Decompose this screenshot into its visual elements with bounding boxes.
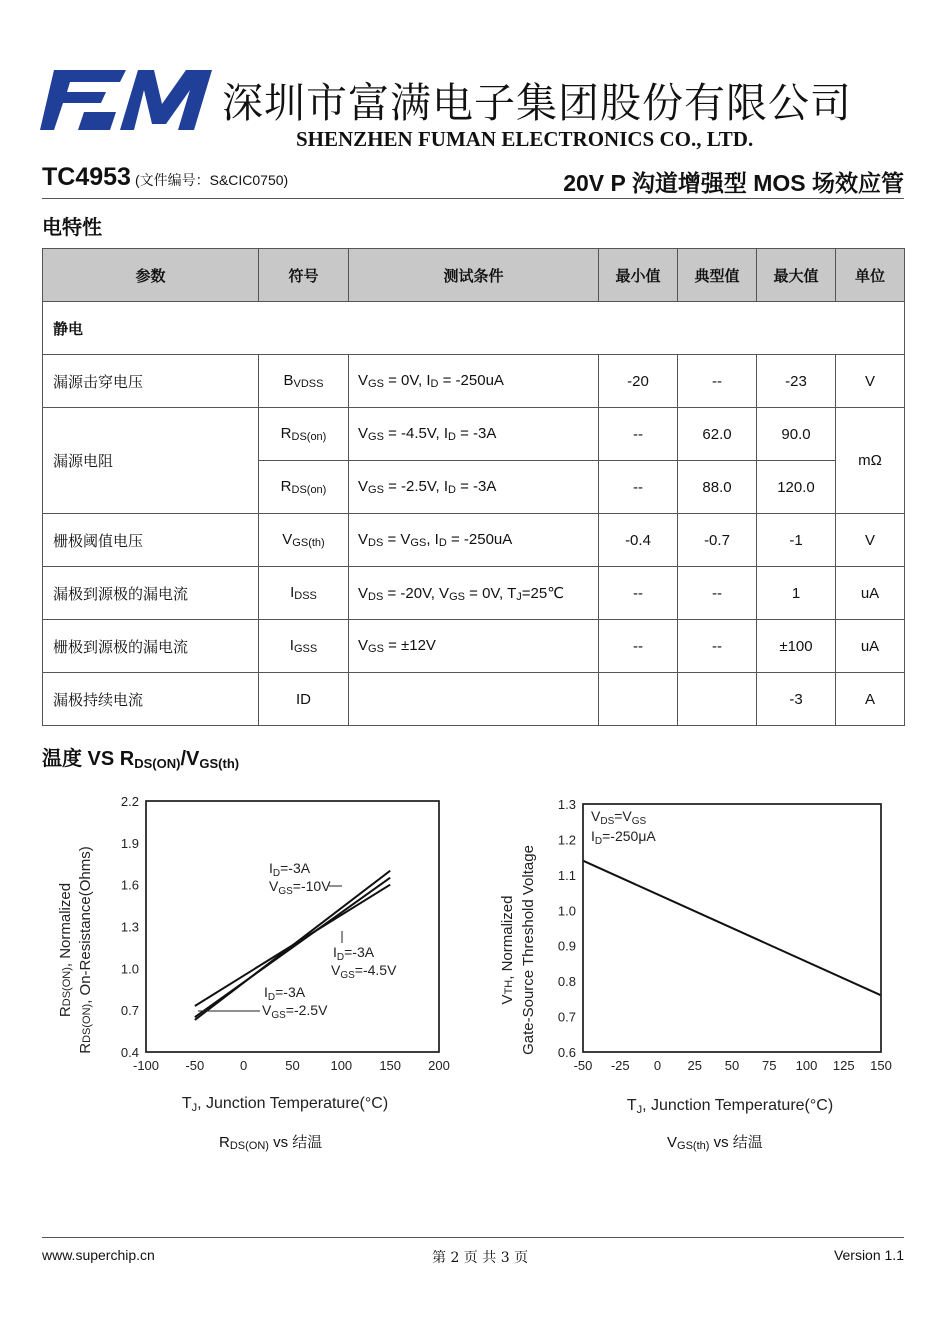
svg-text:ID=-250μA: $I_D=-250\mu A$	[591, 828, 656, 847]
company-name-cn: 深圳市富满电子集团股份有限公司	[222, 79, 852, 127]
y-axis-label-line2: RDS(ON), On-Resistance(Ohms)	[77, 846, 94, 1054]
symbol-cell: $V_{GS(th)}$	[259, 514, 349, 567]
chart-legend	[588, 806, 668, 848]
unit-cell: A	[836, 673, 905, 726]
y-tick-label: 0.4	[120, 1045, 139, 1060]
col-header-condition: 测试条件	[349, 249, 599, 302]
svg-text:VGS=-4.5V: $V_{GS}=-4.5V$	[331, 962, 397, 981]
col-header-typ: 典型值	[678, 249, 757, 302]
max-cell: 90.0	[757, 408, 836, 461]
y-tick-label: 0.7	[557, 1009, 576, 1025]
max-cell: ±100	[757, 620, 836, 673]
unit-cell: uA	[836, 620, 905, 673]
condition-cell: $V_{GS} = -4.5V$, $I_D = -3A$	[349, 408, 599, 461]
param-cell: 漏源击穿电压	[43, 355, 259, 408]
typ-cell: 62.0	[678, 408, 757, 461]
condition-cell: $V_{GS} = -2.5V$, $I_D = -3A$	[349, 461, 599, 514]
y-tick-label: 1.9	[120, 835, 139, 851]
table-row	[43, 567, 905, 620]
param-cell: 漏源电阻	[43, 408, 259, 514]
x-tick-label: 125	[832, 1058, 855, 1073]
x-tick-label: 100	[330, 1058, 353, 1073]
x-tick-label: -50	[185, 1058, 205, 1073]
param-cell: 漏极持续电流	[43, 673, 259, 726]
unit-cell: V	[836, 355, 905, 408]
y-tick-label: 0.9	[557, 938, 576, 954]
max-cell: -23	[757, 355, 836, 408]
unit-cell: uA	[836, 567, 905, 620]
svg-text:VGS=-10V: $V_{GS}=-10V$	[269, 878, 331, 897]
unit-cell: V	[836, 514, 905, 567]
x-axis-label: TJ, Junction Temperature(°C)	[181, 1095, 389, 1114]
table-group-row	[43, 302, 905, 355]
x-tick-label: 50	[285, 1058, 300, 1073]
symbol-cell: $I_{GSS}$	[259, 620, 349, 673]
svg-text:ID=-3A: $I_D=-3A$	[269, 860, 311, 879]
product-title: 20V P 沟道增强型 MOS 场效应管	[563, 170, 904, 196]
y-axis-label-line1: VTH, Normalized	[499, 895, 516, 1005]
y-axis-label-line2: Gate-Source Threshold Voltage	[520, 845, 537, 1055]
vgsth-vs-temperature-chart	[495, 790, 905, 1130]
table-header-row	[43, 249, 905, 302]
x-tick-label: 50	[724, 1058, 740, 1073]
y-tick-label: 1.1	[557, 867, 576, 883]
y-axis-label-line1: RDS(ON), Normalized	[57, 882, 74, 1018]
company-name-en: SHENZHEN FUMAN ELECTRONICS CO., LTD.	[296, 127, 754, 151]
condition-cell: $V_{DS} = V_{GS}$, $I_D = -250uA$	[349, 514, 599, 567]
condition-cell: $V_{GS} = \pm 12V$	[349, 620, 599, 673]
section-title-electrical: 电特性	[42, 217, 102, 239]
x-tick-label: 150	[379, 1058, 402, 1073]
x-tick-label: -25	[610, 1058, 630, 1073]
svg-text:ID=-3A: $I_D=-3A$	[333, 944, 375, 963]
condition-cell: $V_{DS} = -20V$, $V_{GS} = 0V$, $T_J=25℃$	[349, 567, 599, 620]
x-tick-label: 150	[870, 1058, 892, 1073]
header-divider	[42, 198, 904, 199]
svg-text:VDS=VGS: $V_{DS}=V_{GS}$	[591, 808, 647, 827]
x-tick-label: 25	[687, 1058, 702, 1073]
x-tick-label: 200	[428, 1058, 450, 1073]
typ-cell: --	[678, 620, 757, 673]
typ-cell: 88.0	[678, 461, 757, 514]
col-header-max: 最大值	[757, 249, 836, 302]
typ-cell: -0.7	[678, 514, 757, 567]
y-tick-label: 1.3	[557, 797, 576, 812]
col-header-unit: 单位	[836, 249, 905, 302]
chart-caption-vgsth: $V_{GS(th)}$ vs 结温	[667, 1133, 763, 1152]
condition-cell: $V_{GS} = 0V$, $I_D = -250uA$	[349, 355, 599, 408]
y-tick-label: 0.7	[120, 1003, 139, 1019]
typ-cell: --	[678, 567, 757, 620]
document-number: (文件编号：S&CIC0750)	[134, 172, 289, 188]
symbol-cell: $B_{VDSS}$	[259, 355, 349, 408]
symbol-cell: $I_{DSS}$	[259, 567, 349, 620]
max-cell: 120.0	[757, 461, 836, 514]
y-tick-label: 1.0	[557, 903, 576, 919]
min-cell: -0.4	[599, 514, 678, 567]
section-title-temperature: 温度 VS $R_{DS(ON)}/V_{GS(th)}$	[42, 748, 240, 771]
x-tick-label: 75	[762, 1058, 777, 1073]
x-axis-label: TJ, Junction Temperature(°C)	[626, 1097, 834, 1116]
table-row	[43, 408, 905, 461]
typ-cell	[678, 673, 757, 726]
y-tick-label: 1.3	[120, 919, 139, 935]
min-cell: --	[599, 567, 678, 620]
page-number: 第 2 页 共 3 页	[432, 1250, 529, 1266]
x-tick-label: 0	[240, 1058, 248, 1073]
model-number	[42, 163, 288, 192]
version-label: Version 1.1	[833, 1247, 904, 1263]
svg-text:VGS=-2.5V: $V_{GS}=-2.5V$	[262, 1002, 328, 1021]
symbol-cell: $R_{DS(on)}$	[259, 408, 349, 461]
param-cell: 栅极到源极的漏电流	[43, 620, 259, 673]
unit-cell: mΩ	[836, 408, 905, 514]
y-tick-label: 1.2	[557, 832, 576, 848]
svg-text:ID=-3A: $I_D=-3A$	[264, 984, 306, 1003]
condition-cell	[349, 673, 599, 726]
x-tick-label: -100	[132, 1058, 160, 1073]
col-header-min: 最小值	[599, 249, 678, 302]
typ-cell: --	[678, 355, 757, 408]
y-tick-label: 0.6	[557, 1045, 576, 1060]
min-cell: --	[599, 461, 678, 514]
col-header-param: 参数	[43, 249, 259, 302]
spec-table	[42, 248, 905, 726]
table-row	[43, 620, 905, 673]
param-cell: 漏极到源极的漏电流	[43, 567, 259, 620]
table-row	[43, 355, 905, 408]
y-tick-label: 1.0	[120, 961, 139, 977]
table-row	[43, 673, 905, 726]
x-tick-label: -50	[573, 1058, 593, 1073]
x-tick-label: 0	[653, 1058, 662, 1073]
max-cell: -3	[757, 673, 836, 726]
min-cell: -20	[599, 355, 678, 408]
min-cell	[599, 673, 678, 726]
website-link[interactable]: www.superchip.cn	[42, 1247, 155, 1263]
col-header-symbol: 符号	[259, 249, 349, 302]
model-label: TC4953	[42, 163, 131, 191]
company-logo	[40, 70, 212, 134]
min-cell: --	[599, 620, 678, 673]
chart-caption-rds: $R_{DS(ON)}$ vs 结温	[219, 1133, 323, 1152]
max-cell: 1	[757, 567, 836, 620]
table-row	[43, 514, 905, 567]
y-tick-label: 2.2	[120, 794, 139, 809]
x-tick-label: 100	[795, 1058, 818, 1073]
max-cell: -1	[757, 514, 836, 567]
y-tick-label: 0.8	[557, 974, 576, 990]
param-cell: 栅极阈值电压	[43, 514, 259, 567]
footer-divider	[42, 1237, 904, 1238]
y-tick-label: 1.6	[120, 877, 139, 893]
group-label-static: 静电	[43, 302, 905, 355]
rds-vs-temperature-chart	[50, 785, 460, 1125]
symbol-cell: $R_{DS(on)}$	[259, 461, 349, 514]
min-cell: --	[599, 408, 678, 461]
symbol-cell: ID	[259, 673, 349, 726]
